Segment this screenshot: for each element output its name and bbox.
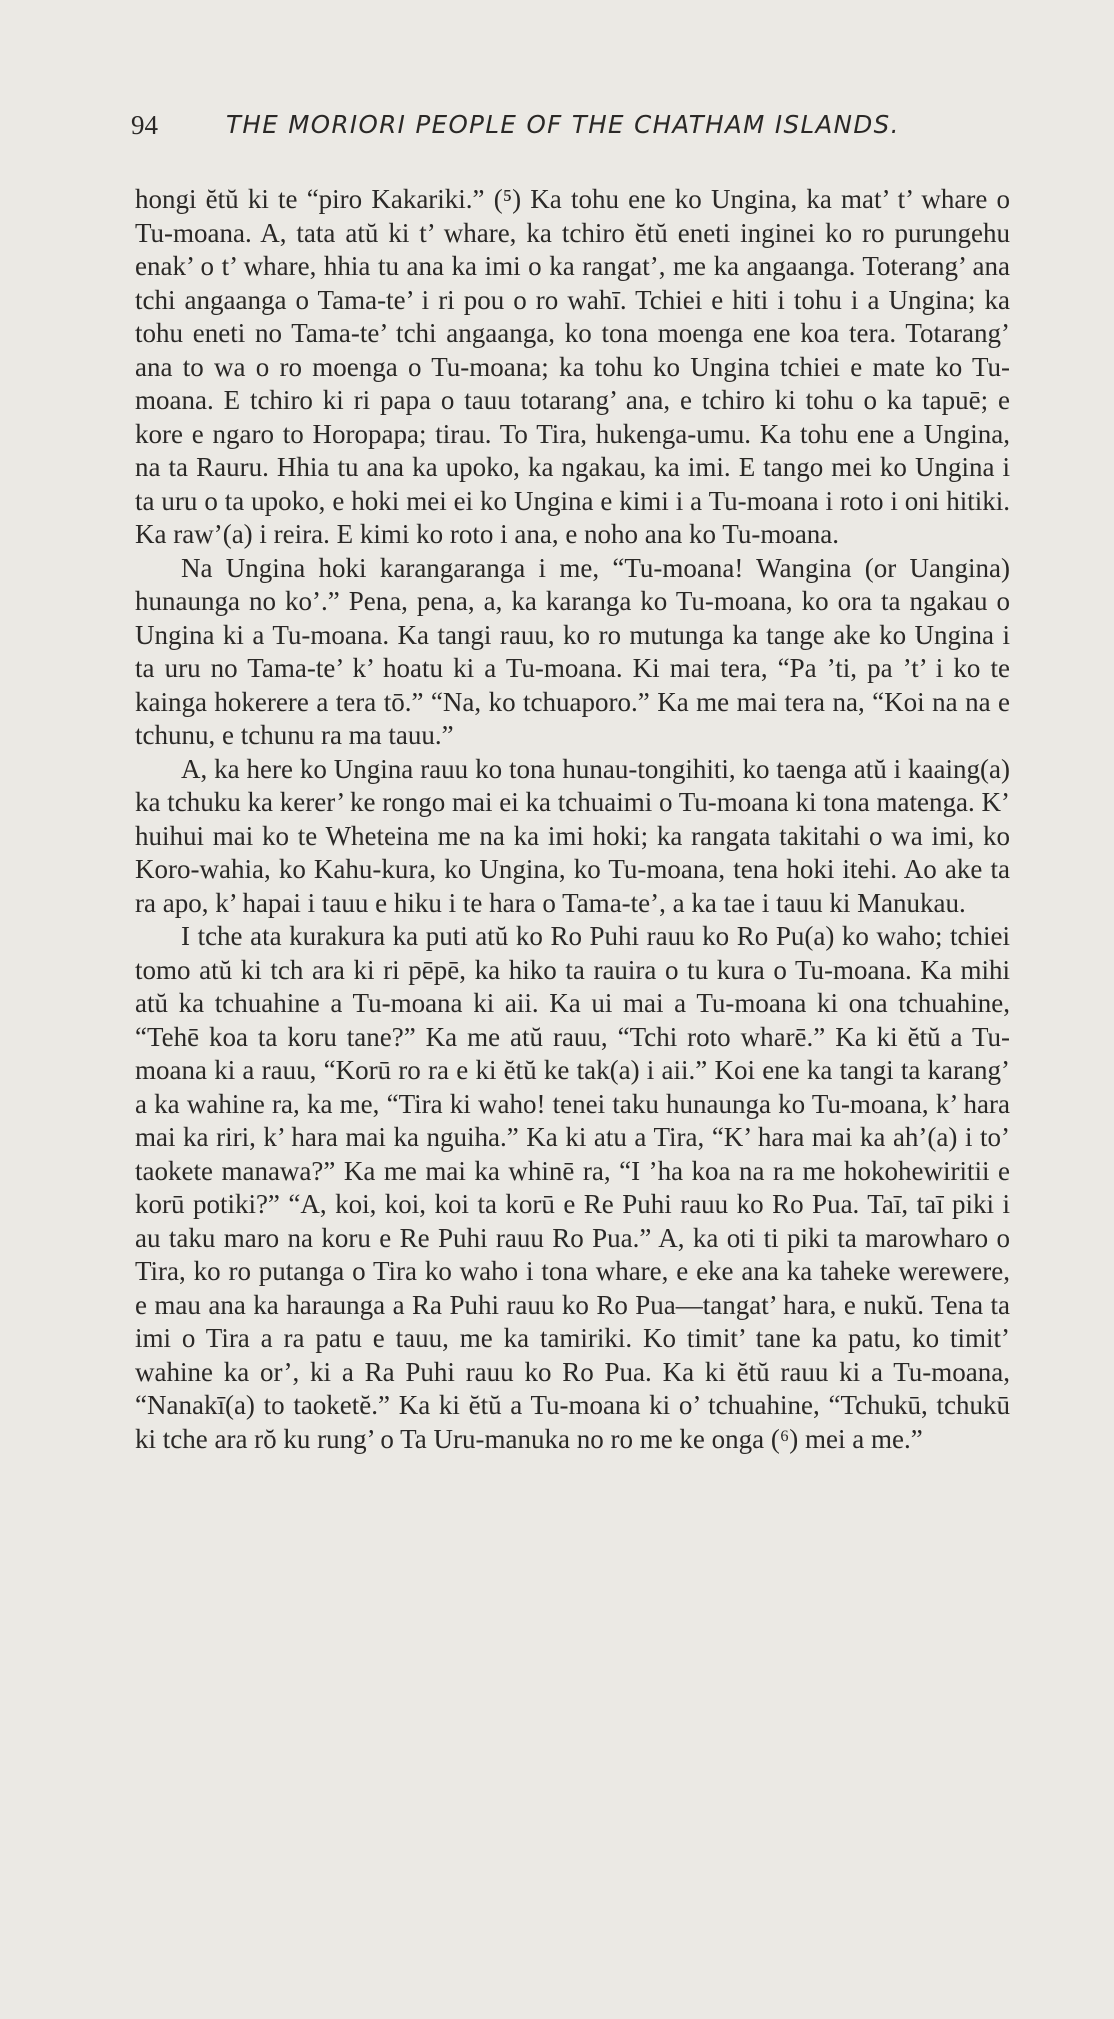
paragraph: A, ka here ko Ungina rauu ko tona hunau-tongihiti, ko taenga atŭ i kaaing(a) ka tchuku ka kerer’ ke rongo mai ei ka tchuaimi o Tu-moana ki tona matenga. K’ huihui mai ko te Wheteina me na ka imi hoki; ka rangata takitahi o wa imi, ko Koro-wahia, ko Kahu-kura, ko Ungina, ko Tu-moana, tena hoki itehi. Ao ake ta ra apo, k’ hapai i tauu e hiku i te hara o Tama-te’, a ka tae i tauu ki Manukau. [135, 753, 1010, 918]
paragraph: I tche ata kurakura ka puti atŭ ko Ro Puhi rauu ko Ro Pu(a) ko waho; tchiei tomo atŭ ki tch ara ki ri pēpē, ka hiko ta rauira o tu kura o Tu-moana. Ka mihi atŭ ka tchuahine a Tu-moana ki aii. Ka ui mai a Tu-moana ki ona tchuahine, “Tehē koa ta koru tane?” Ka me atŭ rauu, “Tchi roto wharē.” Ka ki ĕtŭ a Tu-moana ki a rauu, “Korū ro ra e ki ĕtŭ ke tak(a) i aii.” Koi ene ka tangi ta karang’ a ka wahine ra, ka me, “Tira ki waho! tenei taku hunaunga ko Tu-moana, k’ hara mai ka riri, k’ hara mai ka nguiha.” Ka ki atu a Tira, “K’ hara mai ka ah’(a) i to’ taokete manawa?” Ka me mai ka whinē ra, “I ’ha koa na ra me hokohewiritii e korū potiki?” “A, koi, koi, koi ta korū e Re Puhi rauu ko Ro Pua. Taī, taī piki i au taku maro na koru e Re Puhi rauu Ro Pua.” A, ka oti ti piki ta marowharo o Tira, ko ro putanga o Tira ko waho i tona whare, e eke ana ka taheke werewere, e mau ana ka haraunga a Ra Puhi rauu ko Ro Pua—tangat’ hara, e nukŭ. Tena ta imi o Tira a ra patu e tauu, me ka tamiriki. Ko timit’ tane ka patu, ko timit’ wahine ka or’, ki a Ra Puhi rauu ko Ro Pua. Ka ki ĕtŭ rauu ki a Tu-moana, “Nanakī(a) to taoketĕ.” Ka ki ĕtŭ a Tu-moana ki o’ tchuahine, “Tchukū, tchukū ki tche ara rŏ ku rung’ o Ta Uru-manuka no ro me ke onga (⁶) mei a me.” [135, 921, 1010, 1454]
body-text [135, 183, 1010, 1456]
paragraph: hongi ĕtŭ ki te “piro Kakariki.” (⁵) Ka tohu ene ko Ungina, ka mat’ t’ whare o Tu-moana. A, tata atŭ ki t’ whare, ka tchiro ĕtŭ eneti inginei ko ro purungehu enak’ o t’ whare, hhia tu ana ka imi o ka rangat’, me ka angaanga. Toterang’ ana tchi angaanga o Tama-te’ i ri pou o ro wahī. Tchiei e hiti i tohu i a Ungina; ka tohu eneti no Tama-te’ tchi angaanga, ko tona moenga ene koa tera. Totarang’ ana to wa o ro moenga o Tu-moana; ka tohu ko Ungina tchiei e mate ko Tu-moana. E tchiro ki ri papa o tauu totarang’ ana, e tchiro ki tohu o ka tapuē; e kore e ngaro to Horopapa; tirau. To Tira, hukenga-umu. Ka tohu ene a Ungina, na ta Rauru. Hhia tu ana ka upoko, ka ngakau, ka imi. E tango mei ko Ungina i ta uru o ta upoko, e hoki mei ei ko Ungina e kimi i a Tu-moana i roto i oni hitiki. Ka raw’(a) i reira. E kimi ko roto i ana, e noho ana ko Tu-moana. [135, 184, 1010, 549]
running-title: THE MORIORI PEOPLE OF THE CHATHAM ISLANDS. [226, 110, 900, 139]
page-header [131, 110, 981, 150]
page-number: 94 [131, 110, 158, 140]
paragraph: Na Ungina hoki karangaranga i me, “Tu-moana! Wangina (or Uangina) hunaunga no ko’.” Pena, pena, a, ka karanga ko Tu-moana, ko ora ta ngakau o Ungina ki a Tu-moana. Ka tangi rauu, ko ro mutunga ka tange ake ko Ungina i ta uru no Tama-te’ k’ hoatu ki a Tu-moana. Ki mai tera, “Pa ’ti, pa ’t’ i ko te kainga hokerere a tera tō.” “Na, ko tchuaporo.” Ka me mai tera na, “Koi na na e tchunu, e tchunu ra ma tauu.” [135, 552, 1010, 750]
